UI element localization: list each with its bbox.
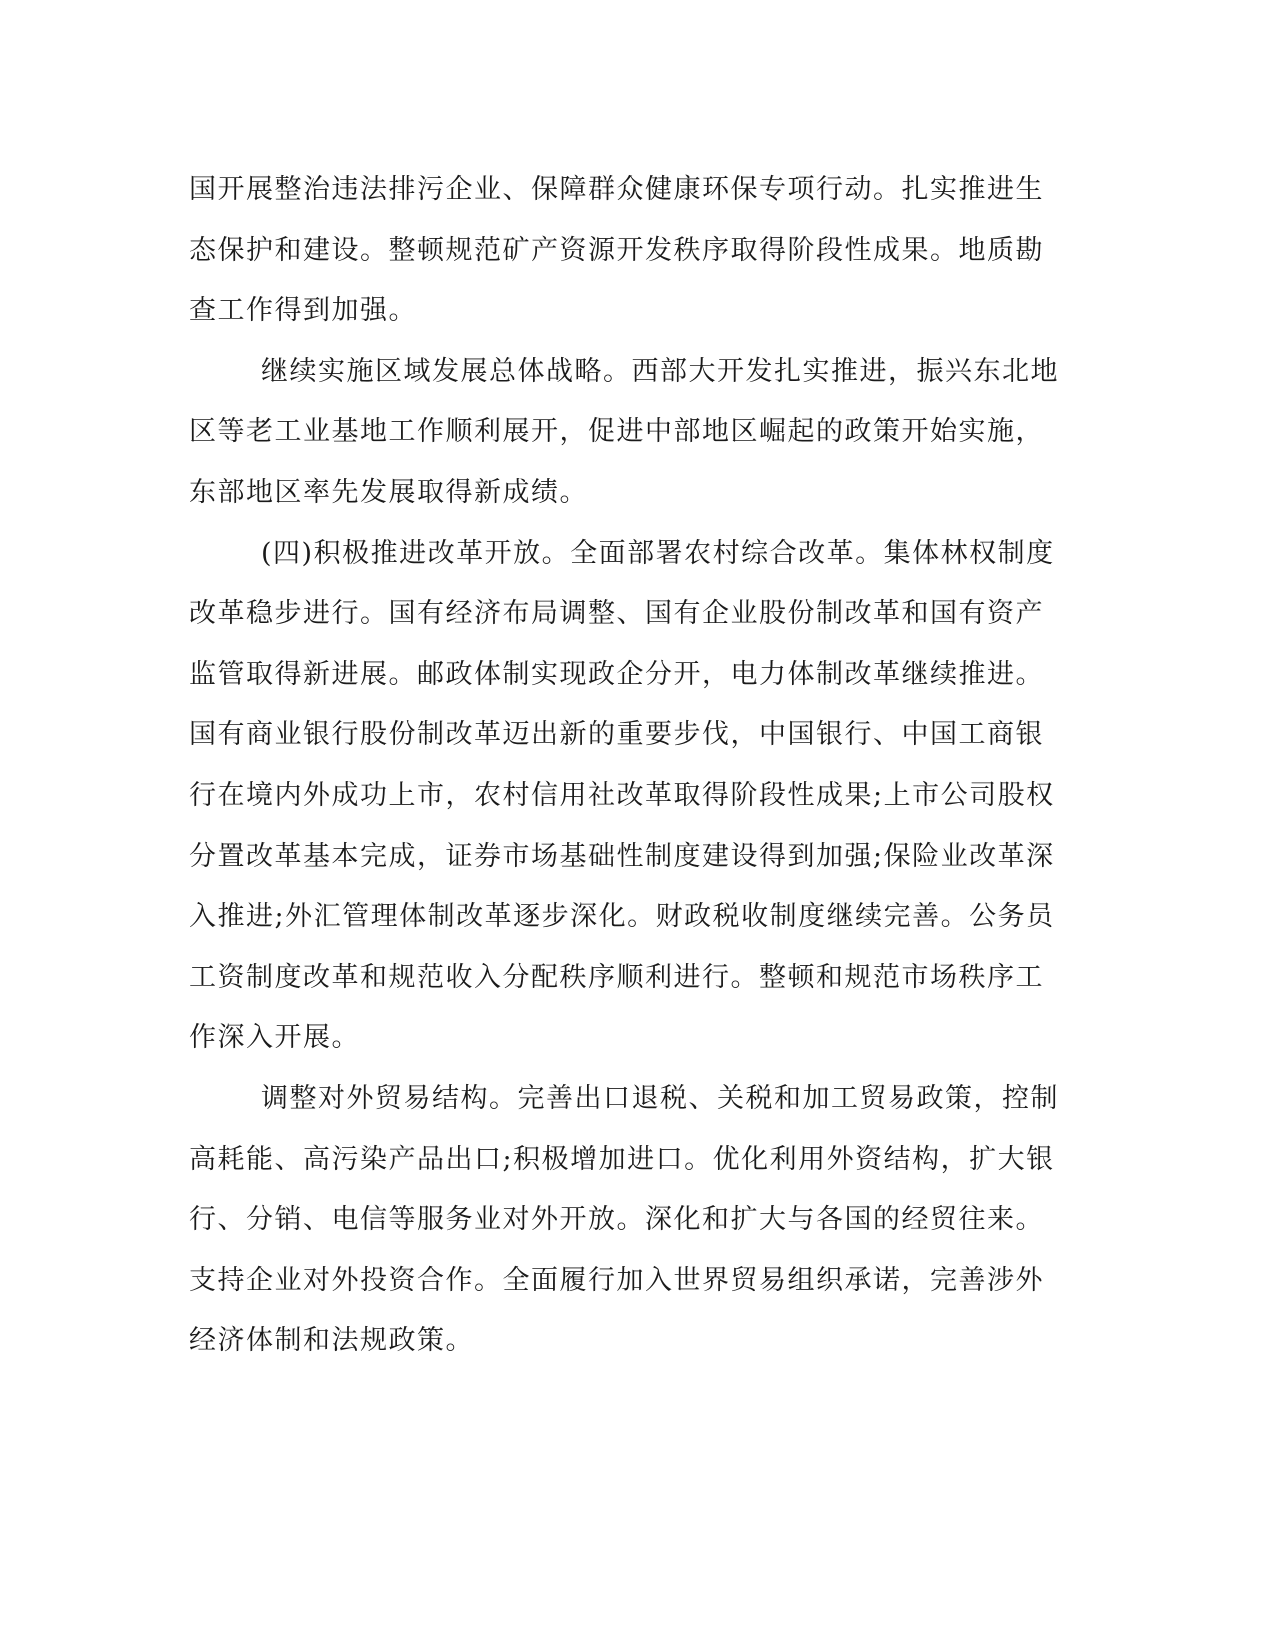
text-line: 区等老工业基地工作顺利展开，促进中部地区崛起的政策开始实施， (189, 416, 1044, 448)
text-line: 监管取得新进展。邮政体制实现政企分开，电力体制改革继续推进。 (189, 658, 1044, 690)
text-line: 东部地区率先发展取得新成绩。 (189, 476, 588, 508)
text-line: 改革稳步进行。国有经济布局调整、国有企业股份制改革和国有资产 (189, 598, 1044, 630)
text-line: 作深入开展。 (189, 1022, 360, 1054)
text-line: 支持企业对外投资合作。全面履行加入世界贸易组织承诺，完善涉外 (189, 1264, 1044, 1296)
text-line: (四)积极推进改革开放。全面部署农村综合改革。集体林权制度 (261, 537, 1055, 569)
paragraph-environment (189, 160, 1079, 342)
paragraph-foreign-trade (189, 1069, 1079, 1372)
text-line: 继续实施区域发展总体战略。西部大开发扎实推进，振兴东北地 (261, 355, 1059, 387)
text-line: 入推进;外汇管理体制改革逐步深化。财政税收制度继续完善。公务员 (189, 901, 1055, 933)
text-line: 行在境内外成功上市，农村信用社改革取得阶段性成果;上市公司股权 (189, 779, 1055, 811)
text-line: 工资制度改革和规范收入分配秩序顺利进行。整顿和规范市场秩序工 (189, 961, 1044, 993)
body-text (189, 160, 1079, 1372)
text-line: 查工作得到加强。 (189, 295, 417, 327)
text-line: 分置改革基本完成，证券市场基础性制度建设得到加强;保险业改革深 (189, 840, 1055, 872)
text-line: 态保护和建设。整顿规范矿产资源开发秩序取得阶段性成果。地质勘 (189, 234, 1044, 266)
text-line: 行、分销、电信等服务业对外开放。深化和扩大与各国的经贸往来。 (189, 1204, 1044, 1236)
text-line: 调整对外贸易结构。完善出口退税、关税和加工贸易政策，控制 (261, 1082, 1059, 1114)
paragraph-reform-opening (189, 524, 1079, 1069)
text-line: 国开展整治违法排污企业、保障群众健康环保专项行动。扎实推进生 (189, 174, 1044, 205)
text-line: 国有商业银行股份制改革迈出新的重要步伐，中国银行、中国工商银 (189, 719, 1044, 751)
text-line: 经济体制和法规政策。 (189, 1325, 474, 1357)
text-line: 高耗能、高污染产品出口;积极增加进口。优化利用外资结构，扩大银 (189, 1143, 1055, 1175)
paragraph-regional-development (189, 342, 1079, 524)
